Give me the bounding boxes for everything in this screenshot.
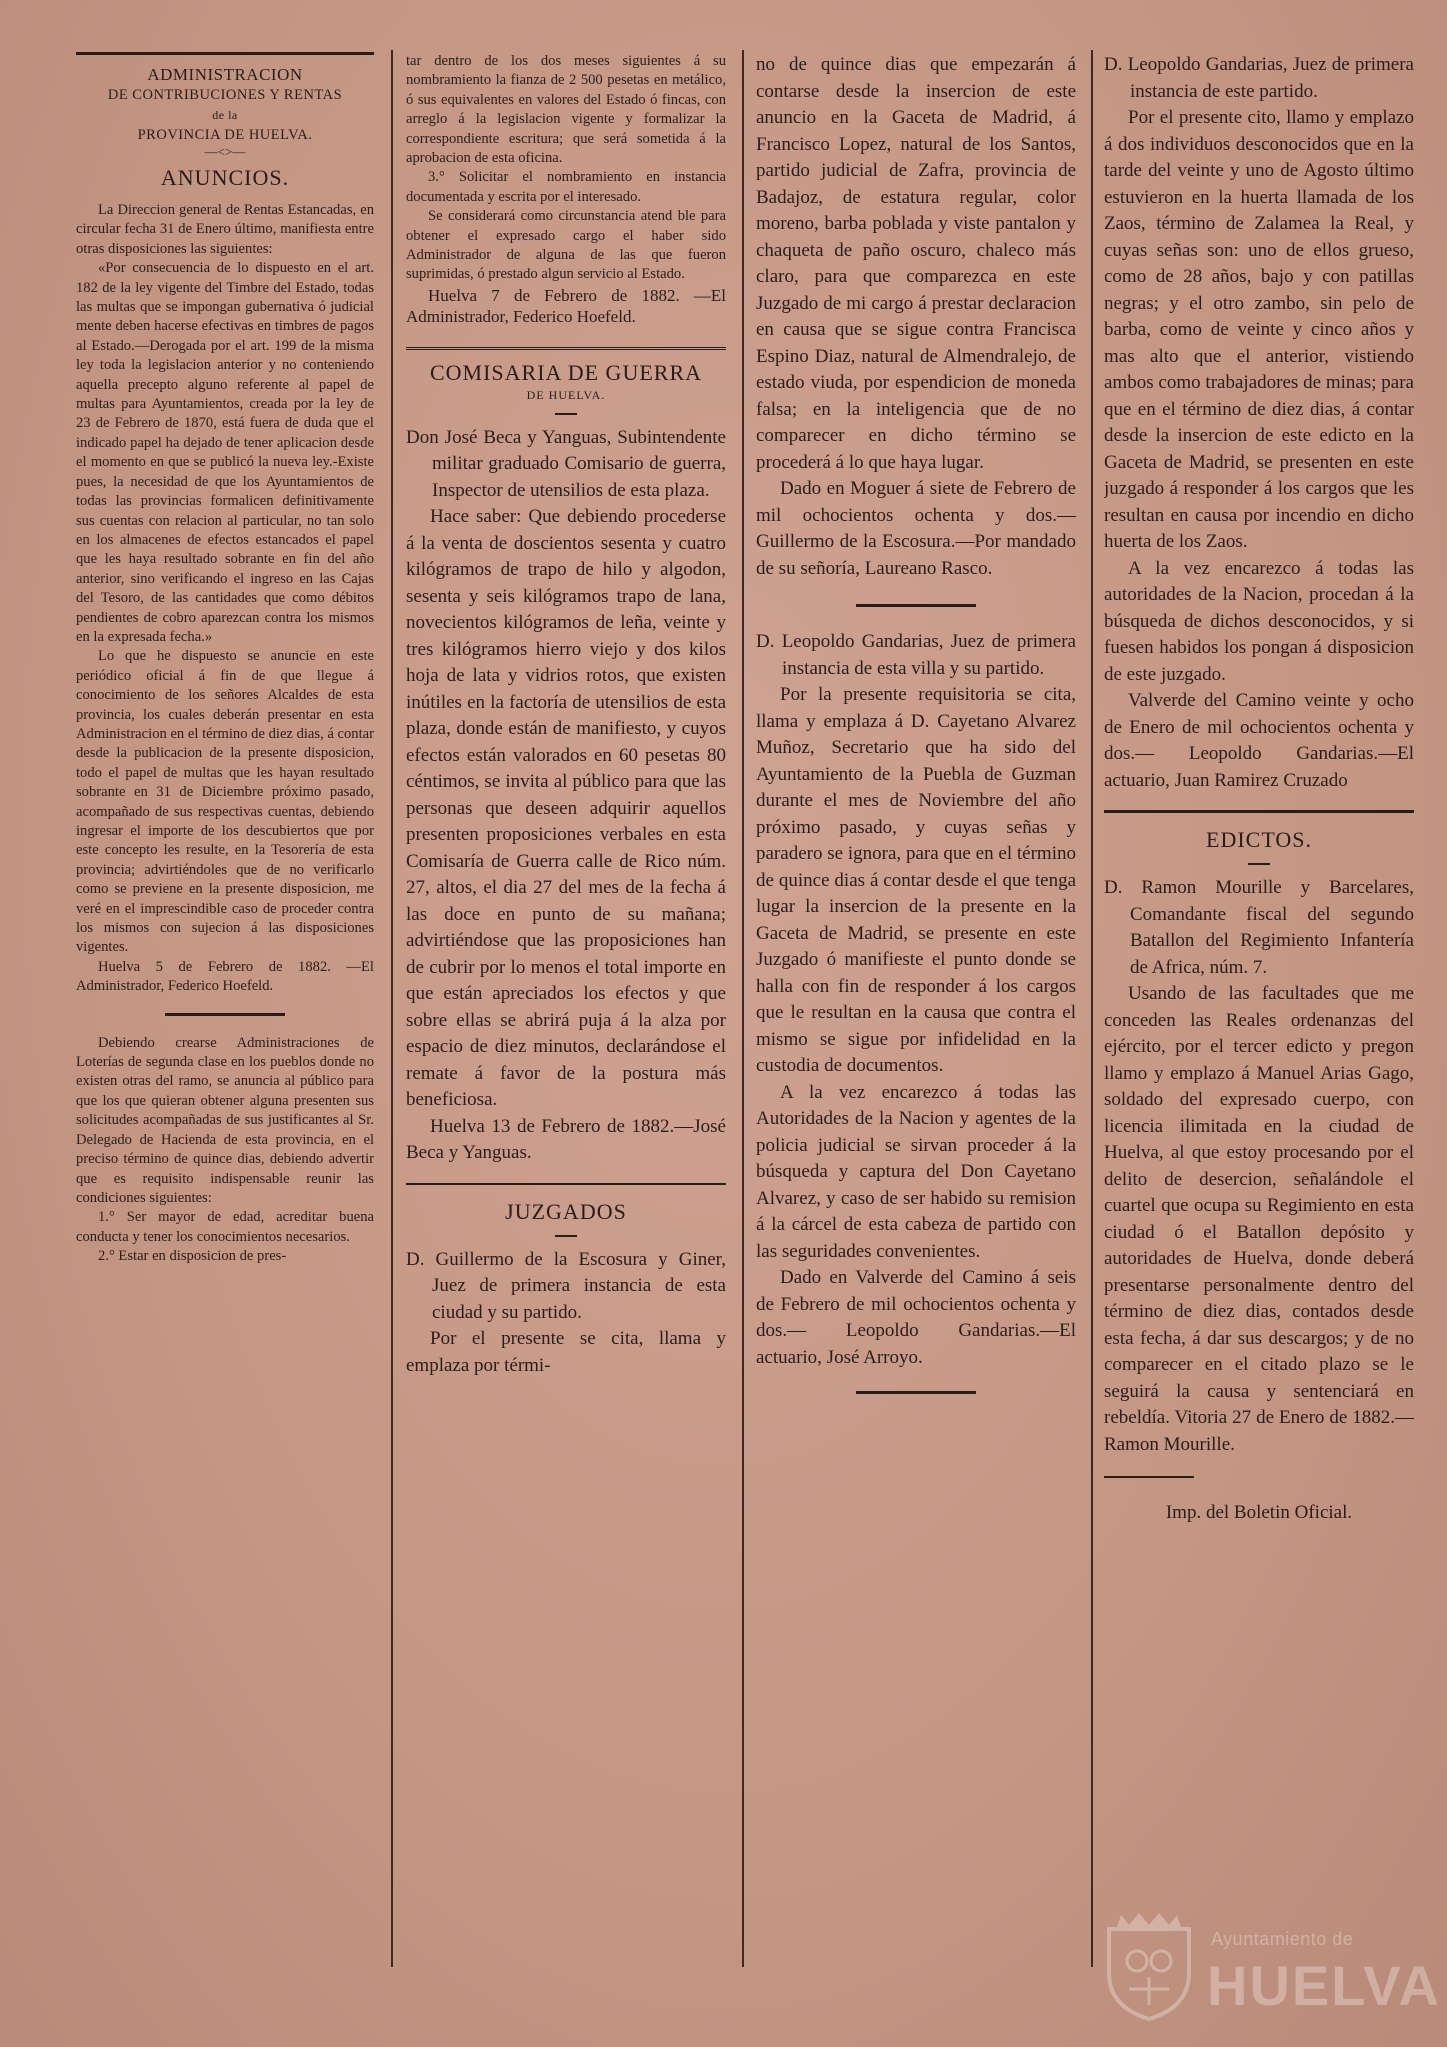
paragraph: D. Guillermo de la Escosura y Giner, Juez de primera instancia de esta ciudad y su partido. bbox=[406, 1248, 726, 1323]
column-3 bbox=[756, 52, 1076, 2007]
paragraph: D. Leopoldo Gandarias, Juez de primera instancia de este partido. bbox=[1104, 54, 1414, 102]
paragraph: A la vez encarezco á todas las autoridades de la Nacion, procedan á la búsqueda de dichos desconocidos, y si fuesen habidos los pongan á disposicion de este juzgado. bbox=[1104, 557, 1414, 685]
paragraph: A la vez encarezco á todas las Autoridades de la Nacion y agentes de la policia judicial se sirvan proceder á la búsqueda y captura del Don Cayetano Alvarez, y caso de ser habido su remision á la cárcel de esta cabeza de partido con las seguridades convenientes. bbox=[756, 1081, 1076, 1262]
coat-of-arms-icon bbox=[1099, 1911, 1199, 2023]
paragraph: Por el presente se cita, llama y emplaza por térmi- bbox=[406, 1328, 726, 1376]
dash bbox=[1248, 863, 1270, 865]
paragraph: 2.° Estar en disposicion de pres- bbox=[98, 1248, 287, 1265]
paragraph: Por la presente requisitoria se cita, llama y emplaza á D. Cayetano Alvarez Muñoz, Secretario que ha sido del Ayuntamiento de la Puebla de Guzman durante el mes de Noviembre del año próximo pasado, y cuyas señas y paradero se ignora, para que en el término de quince dias á contar desde el que tenga lugar la insercion de la presente en la Gaceta de Madrid, se presente en este Juzgado ó manifieste el punto donde se halla con fin de responder á los cargos que le resultan en la causa que contra el mismo se sigue por infidelidad en la custodia de documentos. bbox=[756, 684, 1076, 1076]
column-4 bbox=[1104, 52, 1414, 2007]
watermark-big-text: HUELVA bbox=[1207, 1954, 1441, 2017]
admin-title: ADMINISTRACION bbox=[147, 65, 303, 84]
signature-line: Dado en Valverde del Camino á seis de Febrero de mil ochocientos ochenta y dos.— Leopoldo Gandarias.—El actuario, José Arroyo. bbox=[756, 1267, 1076, 1368]
admin-subtitle: DE CONTRIBUCIONES Y RENTAS bbox=[107, 87, 343, 103]
signature-line: Huelva 5 de Febrero de 1882. —El Administrador, Federico Hoefeld. bbox=[76, 958, 374, 995]
column-2 bbox=[406, 52, 726, 2007]
column-rule bbox=[391, 50, 393, 1967]
paragraph: «Por consecuencia de lo dispuesto en el art. 182 de la ley vigente del Timbre del Estado, todas las multas que se impongan gubernativa ó judicial mente deben hacerse efectivas en timbres de pagos al Estado.—Derogada por el art. 199 de la misma ley toda la legislacion anterior y no conteniendo aquella precepto alguno referente al papel de multas para Ayuntamientos, creada por la ley de 23 de Febrero de 1870, está fuera de duda que el indicado papel ha dejado de tener aplicacion desde el momento en que se publicó la nueva ley.-Existe pues, la necesidad de que los Ayuntamientos de todas las provincias formalicen definitivamente sus cuentas con relacion al particular, no tan solo en los almacenes de efectos estancados el papel que les haya resultado sobrante en fin del año anterior, sino verificando el ingreso en las Cajas del Tesoro, de las cantidades que como débitos pendientes de cobro aparezcan contra los mismos en la expresada fecha.» bbox=[76, 260, 374, 645]
dash bbox=[555, 413, 577, 415]
signature-line: Huelva 13 de Febrero de 1882.—José Beca y Yanguas. bbox=[406, 1115, 726, 1164]
section-edictos: EDICTOS. bbox=[1206, 827, 1312, 852]
paragraph: D. Leopoldo Gandarias, Juez de primera instancia de esta villa y su partido. bbox=[756, 631, 1076, 679]
imprint: Imp. del Boletin Oficial. bbox=[1165, 1502, 1353, 1523]
section-comisaria-sub: DE HUELVA. bbox=[526, 387, 606, 402]
paragraph: 1.° Ser mayor de edad, acreditar buena conducta y tener los conocimientos necesarios. bbox=[76, 1209, 374, 1245]
signature-line: Valverde del Camino veinte y ocho de Enero de mil ochocientos ochenta y dos.— Leopoldo Gandarias.—El actuario, Juan Ramirez Cruzado bbox=[1104, 690, 1414, 791]
paragraph: Lo que he dispuesto se anuncie en este periódico oficial á fin de que llegue á conocimiento de los señores Alcaldes de esta provincia, los cuales deberán presentar en esta Administracion en el término de diez dias, á contar desde la publicacion de la presente disposicion, todo el papel de multas que les hayan resultado sobrante en 31 de Diciembre próximo pasado, acompañado de sus respectivas cuentas, debiendo ingresar el importe de los descubiertos que por este concepto les resulte, en la Tesorería de esta provincia; advirtiéndoles que de no verificarlo como se previene en la presente disposicion, me veré en el imprescindible caso de proceder contra los mismos con sujecion á las disposiciones vigentes. bbox=[76, 648, 374, 956]
double-rule bbox=[406, 347, 726, 350]
admin-dela: de la bbox=[212, 108, 238, 122]
separator bbox=[165, 1013, 285, 1016]
rule bbox=[1104, 810, 1414, 813]
ayuntamiento-watermark bbox=[1099, 1907, 1441, 2027]
paragraph: Debiendo crearse Administraciones de Loterías de segunda clase en los pueblos donde no existen otras del ramo, se anuncia al público para que los que quieran obtener alguna presenten sus solicitudes acompañadas de sus justificantes al Sr. Delegado de Hacienda de esta provincia, en el preciso término de quince dias, debiendo advertir que es requisito indispensable reunir las condiciones siguientes: bbox=[76, 1034, 374, 1206]
paragraph: D. Ramon Mourille y Barcelares, Comandante fiscal del segundo Batallon del Regimiento Infantería de Africa, núm. 7. bbox=[1104, 877, 1414, 978]
paragraph: Dado en Moguer á siete de Febrero de mil ochocientos ochenta y dos.—Guillermo de la Escosura.—Por mandado de su señoría, Laureano Rasco. bbox=[756, 478, 1076, 579]
paragraph: 3.° Solicitar el nombramiento en instancia documentada y escrita por el interesado. bbox=[406, 169, 726, 205]
paragraph: Hace saber: Que debiendo procederse á la venta de doscientos sesenta y cuatro kilógramos de trapo de hilo y algodon, sesenta y seis kilógramos trapo de lana, novecientos kilógramos de leña, veinte y tres kilógramos hierro viejo y dos kilos hoja de lata y vidrios rotos, que existen inútiles en la factoría de utensilios de esta plaza, donde están de manifiesto, y cuyos efectos están valorados en 60 pesetas 80 céntimos, se invita al público para que las personas que deseen adquirir aquellos presenten proposiciones verbales en esta Comisaría de Guerra calle de Rico núm. 27, altos, el dia 27 del mes de la fecha á las doce en punto de su mañana; advirtiéndose que las proposiciones han de cubrir por lo menos el total importe en que están apreciados los efectos y que sobre ellas se abrirá puja á la alza por espacio de diez minutos, declarándose el remate á favor de la postura más beneficiosa. bbox=[406, 506, 726, 1111]
column-1 bbox=[76, 52, 374, 2007]
separator bbox=[856, 1391, 976, 1394]
paragraph: Se considerará como circunstancia atend ble para obtener el expresado cargo el haber sido Administrador de alguna de las que fueron suprimidas, ó prestado algun servicio al Estado. bbox=[406, 208, 726, 283]
ornament: —<>— bbox=[204, 144, 246, 159]
rule bbox=[1104, 1476, 1194, 1478]
signature-line: Huelva 7 de Febrero de 1882. —El Administrador, Federico Hoefeld. bbox=[406, 285, 726, 326]
paragraph: tar dentro de los dos meses siguientes á su nombramiento la fianza de 2 500 pesetas en metálico, ó sus equivalentes en valores del Estado ó fincas, con arreglo á la legislacion vigente y formalizar la correspondiente escritura; que será sometida á la aprobacion de esta oficina. bbox=[406, 53, 726, 167]
separator bbox=[856, 604, 976, 607]
section-juzgados: JUZGADOS bbox=[505, 1198, 627, 1224]
watermark-top-text: Ayuntamiento de bbox=[1211, 1929, 1354, 1949]
top-rule bbox=[76, 52, 374, 55]
paragraph: Don José Beca y Yanguas, Subintendente militar graduado Comisario de guerra, Inspector de utensilios de esta plaza. bbox=[406, 426, 726, 501]
paragraph: La Direccion general de Rentas Estancadas, en circular fecha 31 de Enero último, manifiesta entre otras disposiciones las siguientes: bbox=[76, 202, 374, 257]
admin-province: PROVINCIA DE HUELVA. bbox=[137, 127, 313, 143]
section-comisaria: COMISARIA DE GUERRA bbox=[429, 359, 703, 385]
dash bbox=[555, 1235, 577, 1237]
section-anuncios: ANUNCIOS. bbox=[160, 165, 290, 190]
paragraph: no de quince dias que empezarán á contarse desde la insercion de este anuncio en la Gaceta de Madrid, á Francisco Lopez, natural de los Santos, partido judicial de Zafra, provincia de Badajoz, de estatura regular, color moreno, barba poblada y viste pantalon y chaqueta de paño oscuro, chaleco más claro, para que comparezca en este Juzgado de mi cargo á prestar declaracion en causa que se sigue contra Francisca Espino Diaz, natural de Almendralejo, de estado viuda, por espendicion de moneda falsa; en la inteligencia que de no comparecer en dicho término se procederá á lo que haya lugar. bbox=[756, 54, 1076, 473]
rule bbox=[406, 1183, 726, 1185]
paragraph: Usando de las facultades que me conceden las Reales ordenanzas del ejército, por el tercer edicto y pregon llamo y emplazo á Manuel Arias Gago, soldado del expresado cuerpo, con licencia ilimitada en la ciudad de Huelva, al que estoy procesando por el delito de desercion, señalándole el cuartel que ocupa su Regimiento en esta ciudad ó el Batallon depósito y autoridades de Huelva, donde deberá presentarse personalmente dentro del término de diez dias, contados desde esta fecha, á dar sus descargos; y de no comparecer en el citado plazo se le seguirá la causa y sentenciará en rebeldía. Vitoria 27 de Enero de 1882.—Ramon Mourille. bbox=[1104, 983, 1414, 1455]
column-rule bbox=[742, 50, 744, 1967]
paragraph: Por el presente cito, llamo y emplazo á dos individuos desconocidos que en la tarde del veinte y uno de Agosto último estuvieron en la huerta llamada de los Zaos, término de Zalamea la Real, y cuyas señas son: uno de ellos grueso, como de 28 años, bajo y con patillas negras; y el otro zambo, sin pelo de barba, como de veinte y cinco años y mas alto que el anterior, vistiendo ambos como trabajadores de minas; para que en el término de diez dias, á contar desde la insercion de este edicto en la Gaceta de Madrid, se presenten en este juzgado á responder á los cargos que les resultan en causa por incendio en dicho huerta de los Zaos. bbox=[1104, 107, 1414, 552]
column-rule bbox=[1091, 50, 1093, 1967]
